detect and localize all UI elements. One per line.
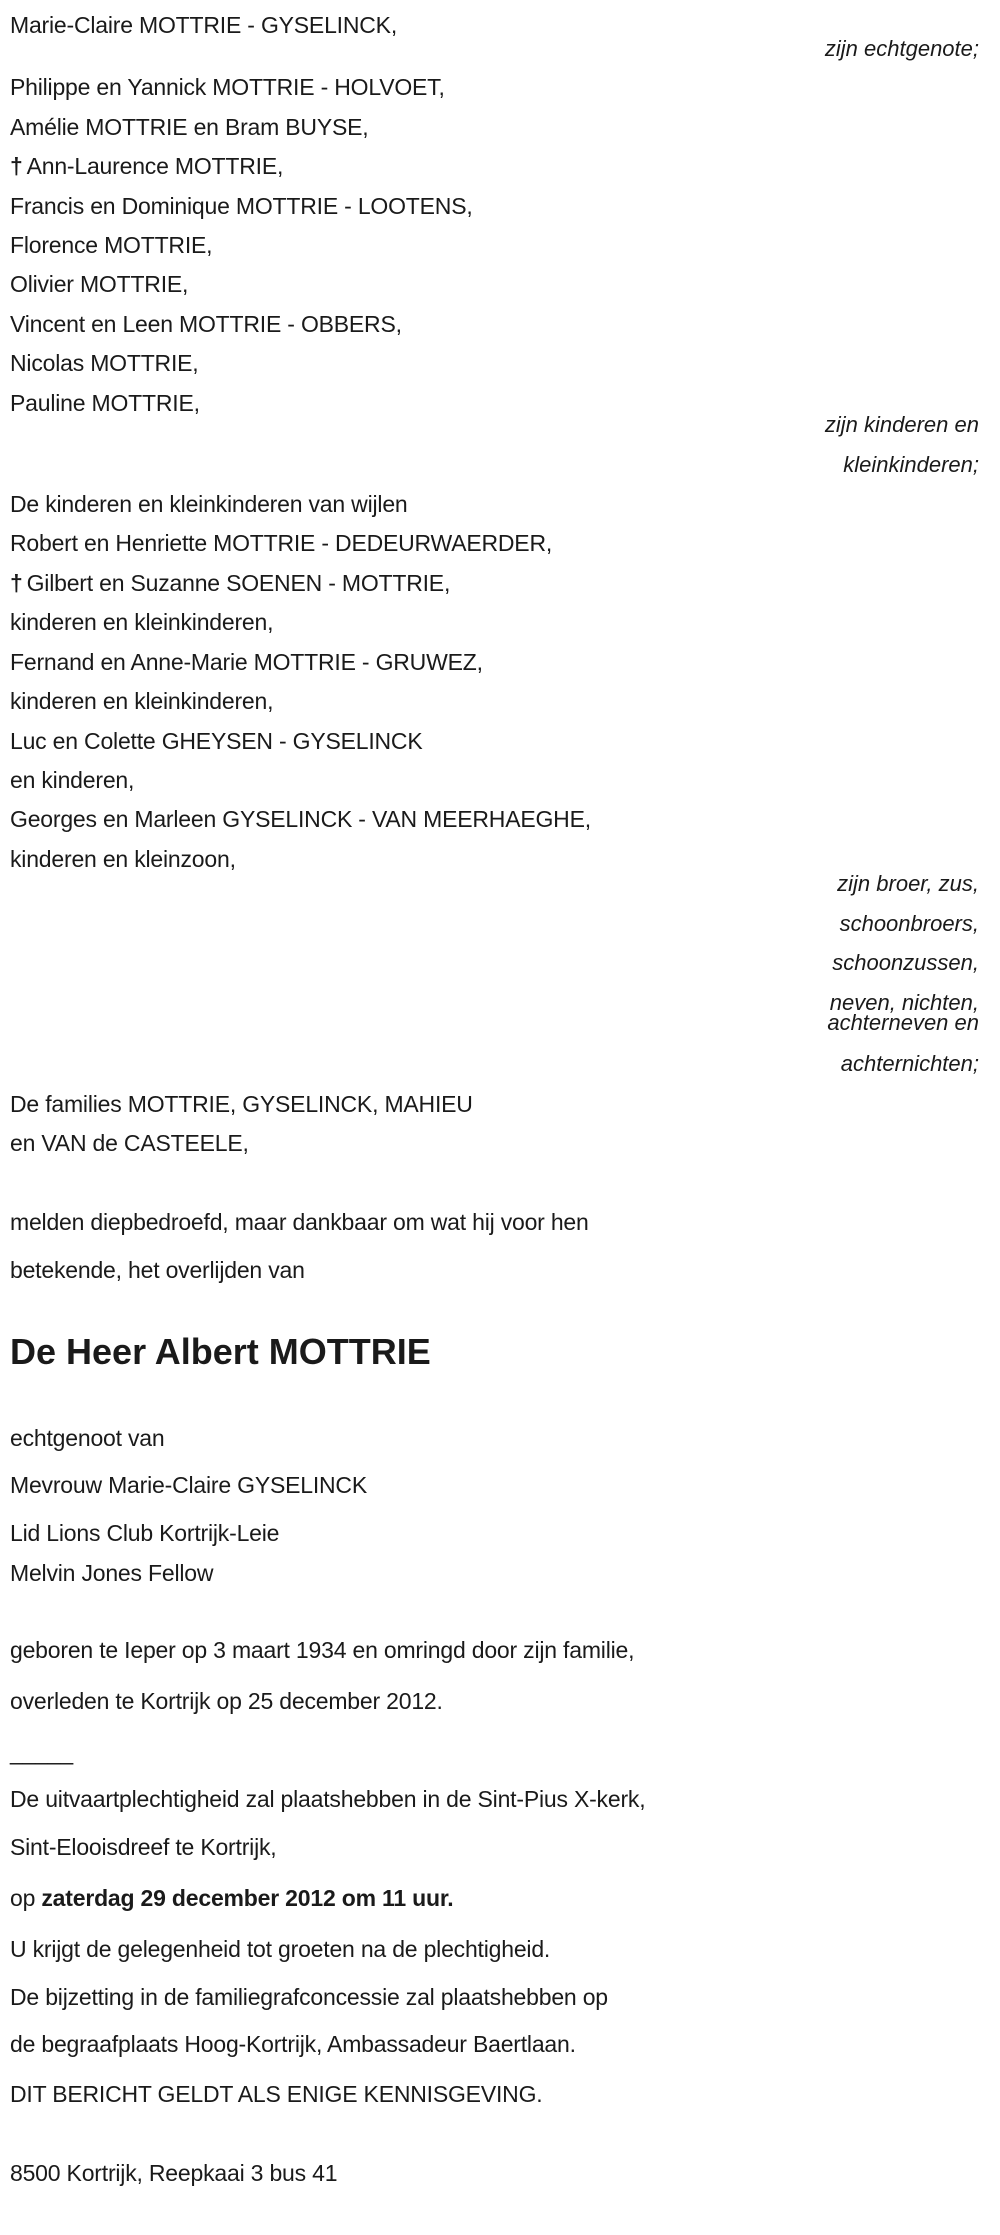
date-prefix: op (10, 1885, 42, 1911)
child-line: Pauline MOTTRIE, (10, 390, 200, 416)
sibling-line: Robert en Henriette MOTTRIE - DEDEURWAERDER, (10, 530, 553, 556)
sibling-line: kinderen en kleinkinderen, (10, 609, 274, 635)
child-name: Ann-Laurence MOTTRIE, (26, 153, 284, 179)
cross-icon: † (10, 153, 23, 179)
detail-line: echtgenoot van (10, 1425, 165, 1451)
funeral-date-line (10, 1884, 454, 1912)
families-line: De families MOTTRIE, GYSELINCK, MAHIEU (10, 1091, 473, 1117)
cross-icon: † (10, 570, 23, 596)
families-line: en VAN de CASTEELE, (10, 1130, 249, 1156)
child-line (10, 152, 283, 180)
birth-line: geboren te Ieper op 3 maart 1934 en omringd door zijn familie, (10, 1637, 635, 1663)
children-role: kleinkinderen; (843, 452, 979, 477)
sibling-line (10, 569, 450, 597)
separator: _____ (10, 1739, 73, 1765)
funeral-line: De bijzetting in de familiegrafconcessie zal plaatshebben op (10, 1984, 608, 2010)
siblings-role: zijn broer, zus, (837, 871, 979, 896)
child-line: Francis en Dominique MOTTRIE - LOOTENS, (10, 193, 473, 219)
sibling-line: De kinderen en kleinkinderen van wijlen (10, 491, 408, 517)
sibling-line: kinderen en kleinzoon, (10, 846, 236, 872)
funeral-date: zaterdag 29 december 2012 om 11 uur. (41, 1885, 454, 1911)
death-line: overleden te Kortrijk op 25 december 2012. (10, 1688, 443, 1714)
siblings-role: achternichten; (840, 1051, 979, 1076)
spouse-line: Marie-Claire MOTTRIE - GYSELINCK, (10, 12, 398, 38)
child-line: Olivier MOTTRIE, (10, 271, 189, 297)
notice-line: DIT BERICHT GELDT ALS ENIGE KENNISGEVING. (10, 2081, 543, 2107)
children-role: zijn kinderen en (824, 412, 979, 437)
siblings-role: achterneven en (827, 1010, 979, 1035)
child-line: Florence MOTTRIE, (10, 232, 213, 258)
siblings-role: schoonzussen, (832, 950, 979, 975)
sibling-line: Georges en Marleen GYSELINCK - VAN MEERHAEGHE, (10, 806, 591, 832)
detail-line: Mevrouw Marie-Claire GYSELINCK (10, 1472, 367, 1498)
spouse-role: zijn echtgenote; (824, 36, 979, 61)
sibling-line: Luc en Colette GHEYSEN - GYSELINCK (10, 728, 423, 754)
announcement-line: betekende, het overlijden van (10, 1257, 305, 1283)
funeral-line: De uitvaartplechtigheid zal plaatshebben in de Sint-Pius X-kerk, (10, 1786, 646, 1812)
funeral-line: Sint-Elooisdreef te Kortrijk, (10, 1834, 277, 1860)
detail-line: Melvin Jones Fellow (10, 1560, 214, 1586)
funeral-line: U krijgt de gelegenheid tot groeten na de plechtigheid. (10, 1936, 551, 1962)
address: 8500 Kortrijk, Reepkaai 3 bus 41 (10, 2160, 338, 2186)
sibling-name: Gilbert en Suzanne SOENEN - MOTTRIE, (26, 570, 451, 596)
child-line: Nicolas MOTTRIE, (10, 350, 199, 376)
child-line: Amélie MOTTRIE en Bram BUYSE, (10, 114, 369, 140)
siblings-role: schoonbroers, (839, 911, 979, 936)
siblings-role: neven, nichten, (829, 990, 979, 1015)
funeral-line: de begraafplaats Hoog-Kortrijk, Ambassadeur Baertlaan. (10, 2031, 576, 2057)
child-line: Vincent en Leen MOTTRIE - OBBERS, (10, 311, 402, 337)
child-line: Philippe en Yannick MOTTRIE - HOLVOET, (10, 74, 445, 100)
detail-line: Lid Lions Club Kortrijk-Leie (10, 1520, 280, 1546)
sibling-line: Fernand en Anne-Marie MOTTRIE - GRUWEZ, (10, 649, 483, 675)
sibling-line: en kinderen, (10, 767, 135, 793)
sibling-line: kinderen en kleinkinderen, (10, 688, 274, 714)
deceased-name: De Heer Albert MOTTRIE (10, 1331, 431, 1372)
announcement-line: melden diepbedroefd, maar dankbaar om wat hij voor hen (10, 1209, 589, 1235)
